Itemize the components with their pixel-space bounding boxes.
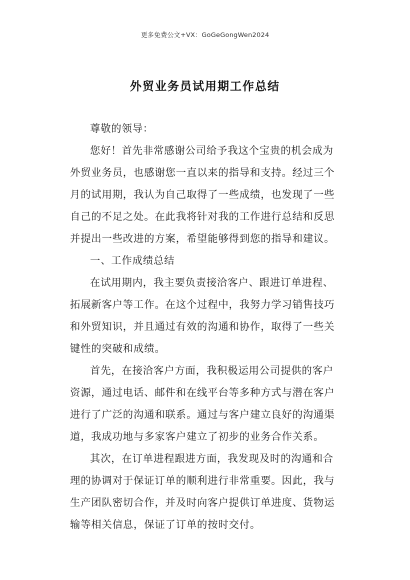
paragraph-line: 键性的突破和成绩。: [70, 344, 166, 355]
paragraph-order-followup: [70, 449, 348, 537]
salutation: 尊敬的领导：: [90, 124, 154, 135]
header-note: 更多免费公文+VX：GoGeGongWen2024: [140, 31, 270, 39]
paragraph-line: 生产团队密切合作，并及时向客户提供订单进度、货物运: [70, 498, 335, 509]
paragraph-line: 道，我成功地与多家客户建立了初步的业务合作关系。: [70, 432, 325, 443]
paragraph-line: 月的试用期，我认为自己取得了一些成绩，也发现了一些: [70, 190, 335, 201]
paragraph-line: 和外贸知识，并且通过有效的沟通和协作，取得了一些关: [70, 322, 335, 333]
paragraph-line: 资源，通过电话、邮件和在线平台等多种方式与潜在客户: [70, 388, 335, 399]
paragraph-line: 您好！首先非常感谢公司给予我这个宝贵的机会成为: [90, 146, 334, 157]
paragraph-line: 理的协调对于保证订单的顺利进行非常重要。因此，我与: [70, 476, 335, 487]
document-title: 外贸业务员试用期工作总结: [130, 79, 280, 93]
paragraph-line: 输等相关信息，保证了订单的按时交付。: [70, 520, 261, 531]
paragraph-intro: [70, 141, 348, 251]
paragraph-line: 并提出一些改进的方案，希望能够得到您的指导和建议。: [70, 234, 335, 245]
paragraph-line: 拓展新客户等工作。在这个过程中，我努力学习销售技巧: [70, 300, 335, 311]
paragraph-client-contact: [70, 361, 348, 449]
document-body: [70, 119, 348, 537]
paragraph-line: 自己的不足之处。在此我将针对我的工作进行总结和反思: [70, 212, 335, 223]
section-heading: 一、工作成绩总结: [90, 256, 175, 267]
paragraph-line: 在试用期内，我主要负责接洽客户、跟进订单进程、: [90, 278, 334, 289]
paragraph-line: 首先，在接洽客户方面，我积极运用公司提供的客户: [90, 366, 334, 377]
paragraph-line: 其次，在订单进程跟进方面，我发现及时的沟通和合: [90, 454, 334, 465]
paragraph-line: 外贸业务员，也感谢您一直以来的指导和支持。经过三个: [70, 168, 335, 179]
paragraph-duties: [70, 273, 348, 361]
paragraph-line: 进行了广泛的沟通和联系。通过与客户建立良好的沟通渠: [70, 410, 335, 421]
